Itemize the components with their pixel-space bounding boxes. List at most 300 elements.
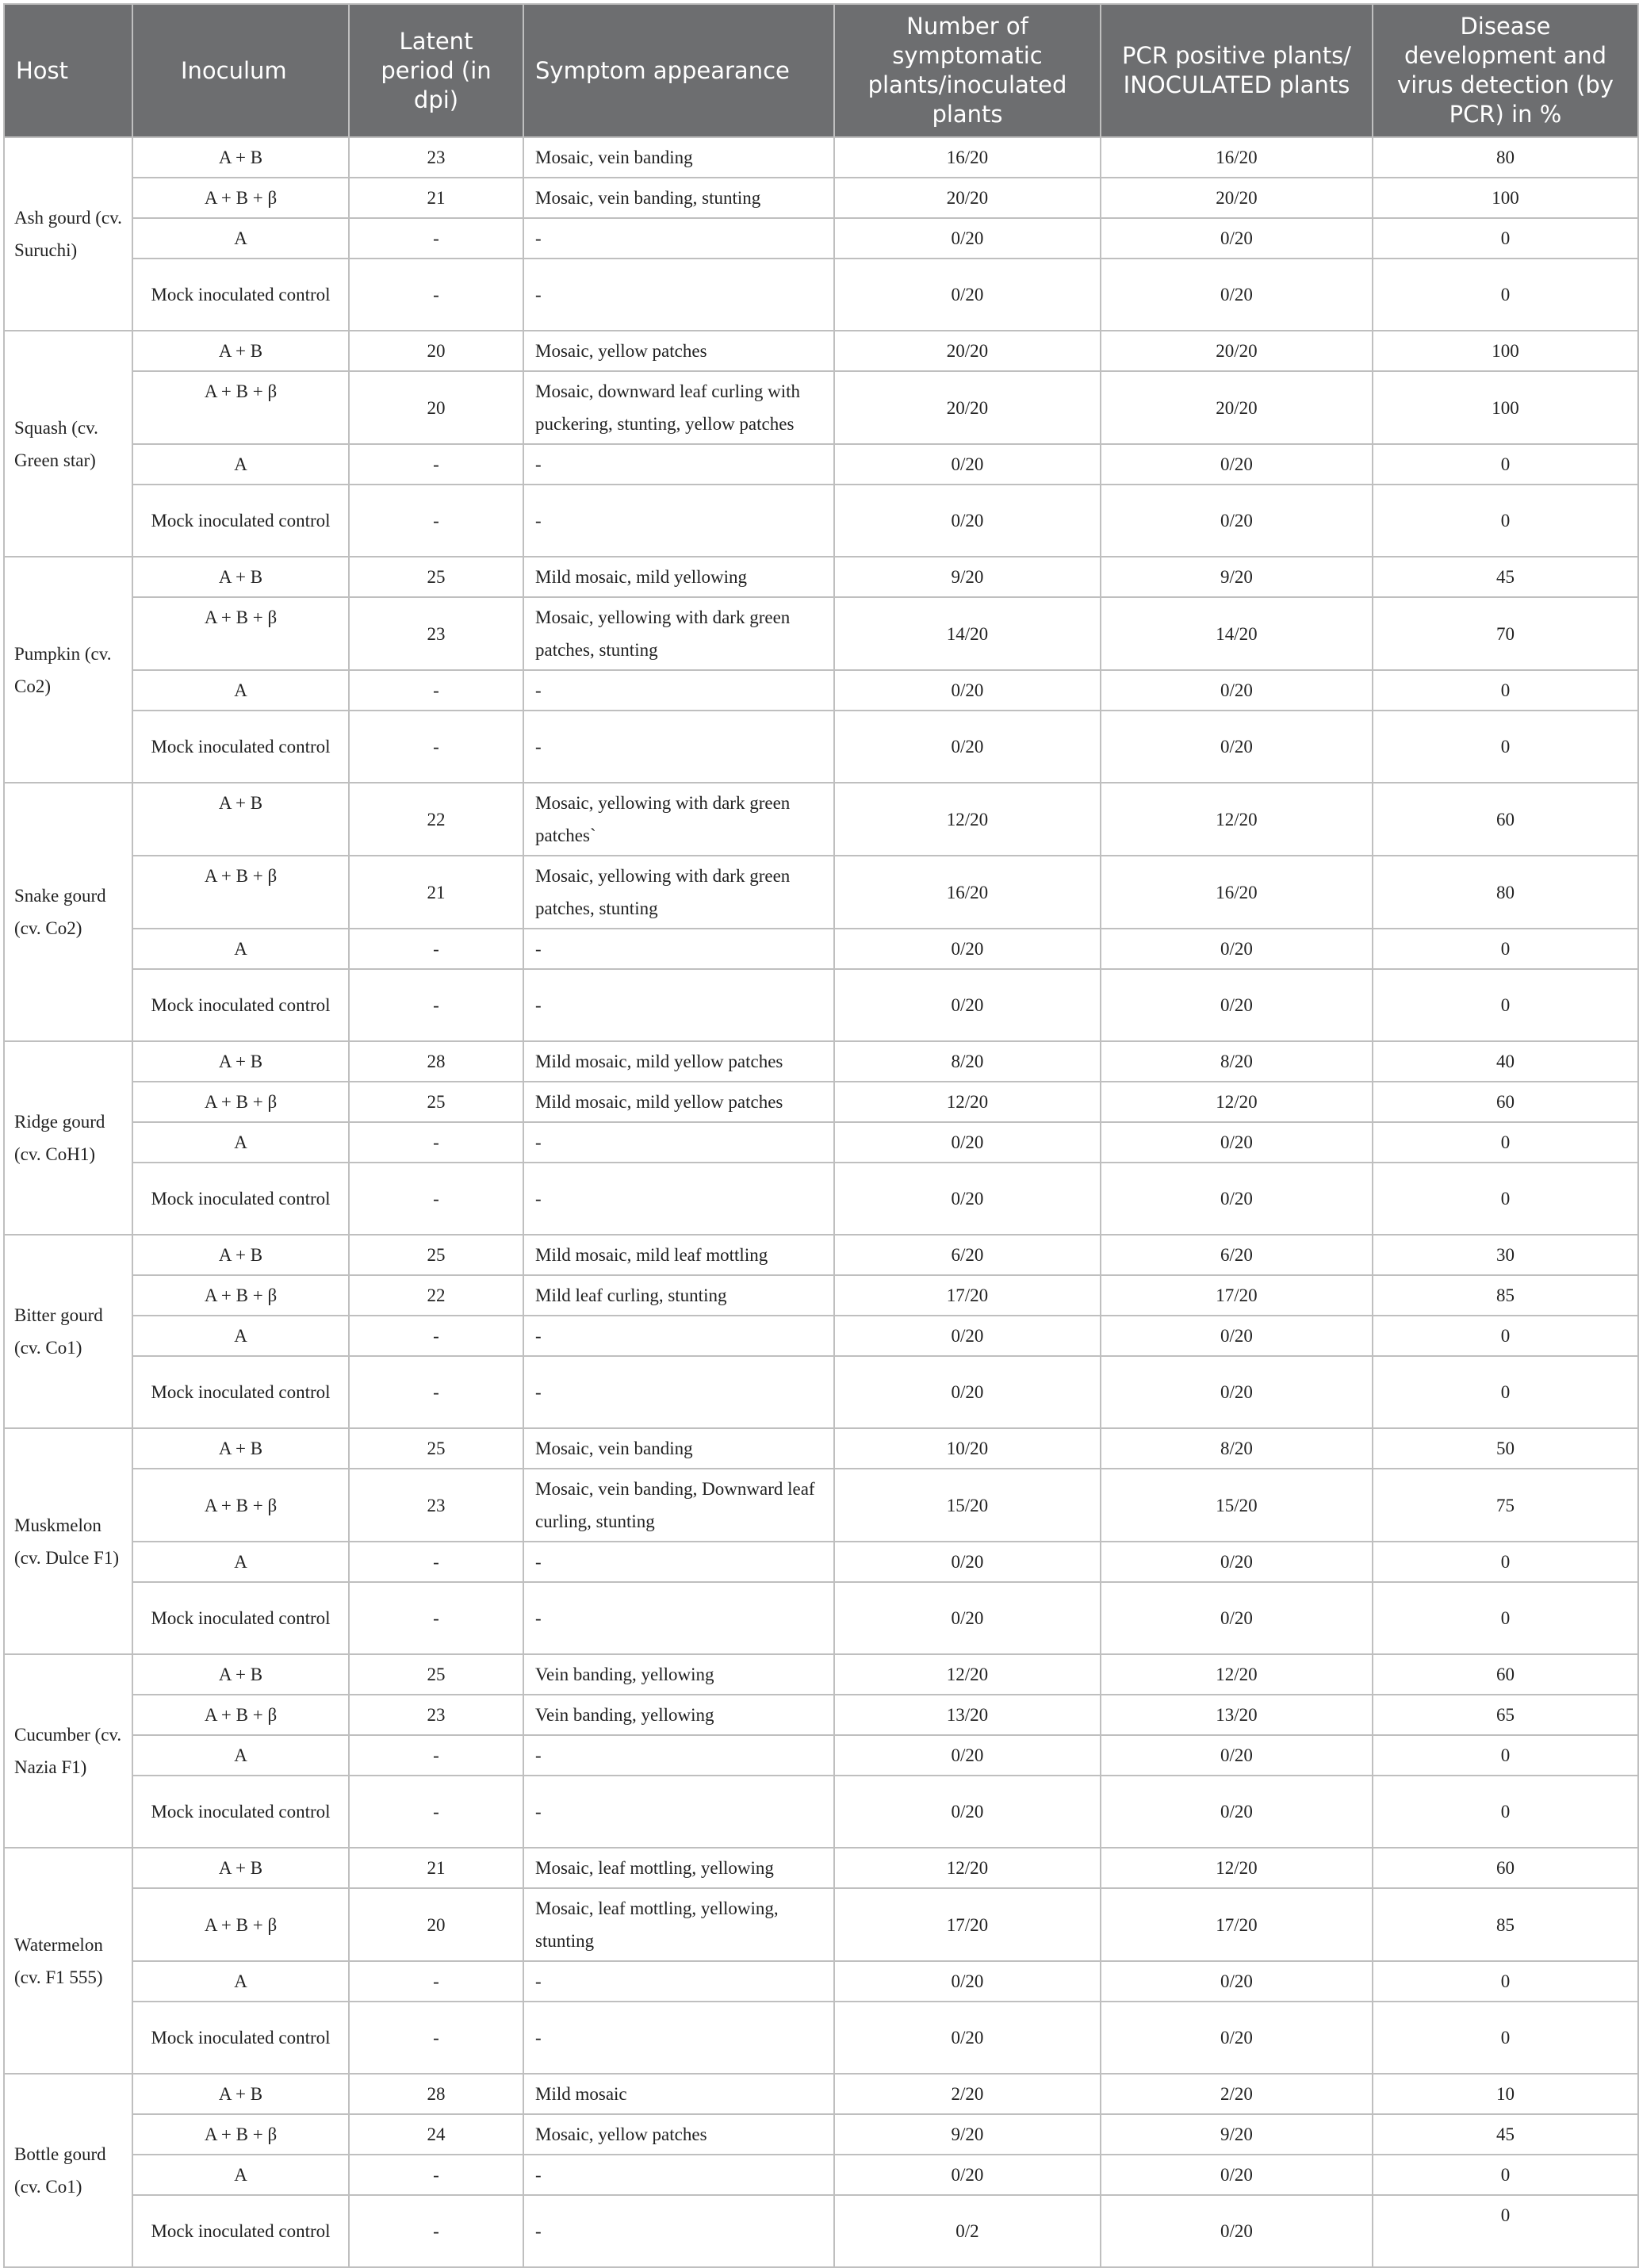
- symptomatic-count-cell: 0/20: [834, 969, 1101, 1041]
- inoculum-cell: A + B + β: [132, 1082, 349, 1122]
- inoculum-cell: A: [132, 1961, 349, 2002]
- disease-percent-cell: 0: [1373, 670, 1638, 711]
- symptomatic-count-cell: 0/20: [834, 1961, 1101, 2002]
- disease-percent-cell: 0: [1373, 1961, 1638, 2002]
- symptomatic-count-cell: 20/20: [834, 331, 1101, 371]
- symptomatic-count-cell: 0/20: [834, 1356, 1101, 1428]
- symptom-cell: -: [523, 1961, 834, 2002]
- latent-period-cell: -: [349, 1122, 523, 1163]
- table-row: [4, 783, 1638, 856]
- table-row: [4, 371, 1638, 444]
- pcr-positive-cell: 0/20: [1101, 929, 1373, 969]
- disease-percent-cell: 0: [1373, 1122, 1638, 1163]
- symptom-cell: -: [523, 1316, 834, 1356]
- symptom-cell: Mosaic, yellow patches: [523, 331, 834, 371]
- symptomatic-count-cell: 0/2: [834, 2195, 1101, 2267]
- symptom-cell: -: [523, 2195, 834, 2267]
- symptomatic-count-cell: 17/20: [834, 1275, 1101, 1316]
- table-row: [4, 331, 1638, 371]
- table-row: [4, 259, 1638, 331]
- disease-percent-cell: 60: [1373, 1848, 1638, 1888]
- host-cell: Bitter gourd (cv. Co1): [4, 1235, 132, 1428]
- pcr-positive-cell: 20/20: [1101, 331, 1373, 371]
- disease-percent-cell: 80: [1373, 137, 1638, 178]
- header-disease-development: Disease development and virus detection (by PCR) in %: [1373, 4, 1638, 137]
- latent-period-cell: -: [349, 1163, 523, 1235]
- symptom-cell: Mosaic, leaf mottling, yellowing, stunting: [523, 1888, 834, 1961]
- latent-period-cell: 25: [349, 1428, 523, 1469]
- disease-percent-cell: 85: [1373, 1888, 1638, 1961]
- table-row: [4, 2074, 1638, 2114]
- latent-period-cell: 25: [349, 1654, 523, 1695]
- symptom-cell: -: [523, 485, 834, 557]
- host-cell: Pumpkin (cv. Co2): [4, 557, 132, 783]
- table-row: [4, 1469, 1638, 1542]
- pcr-positive-cell: 0/20: [1101, 259, 1373, 331]
- latent-period-cell: -: [349, 1356, 523, 1428]
- disease-percent-cell: 10: [1373, 2074, 1638, 2114]
- symptom-cell: Mosaic, vein banding: [523, 1428, 834, 1469]
- symptom-cell: Mild mosaic, mild leaf mottling: [523, 1235, 834, 1275]
- latent-period-cell: 21: [349, 1848, 523, 1888]
- pcr-positive-cell: 0/20: [1101, 1961, 1373, 2002]
- latent-period-cell: 22: [349, 783, 523, 856]
- disease-percent-cell: 0: [1373, 1356, 1638, 1428]
- latent-period-cell: -: [349, 485, 523, 557]
- table-row: [4, 485, 1638, 557]
- inoculum-cell: A: [132, 444, 349, 485]
- host-cell: Snake gourd (cv. Co2): [4, 783, 132, 1041]
- symptom-cell: Mosaic, vein banding, Downward leaf curling, stunting: [523, 1469, 834, 1542]
- latent-period-cell: -: [349, 444, 523, 485]
- symptomatic-count-cell: 0/20: [834, 670, 1101, 711]
- table-row: [4, 1848, 1638, 1888]
- disease-percent-cell: 85: [1373, 1275, 1638, 1316]
- table-row: [4, 178, 1638, 218]
- latent-period-cell: 28: [349, 1041, 523, 1082]
- host-cell: Cucumber (cv. Nazia F1): [4, 1654, 132, 1848]
- symptomatic-count-cell: 9/20: [834, 2114, 1101, 2155]
- symptomatic-count-cell: 0/20: [834, 1582, 1101, 1654]
- table-row: [4, 2195, 1638, 2267]
- inoculum-cell: Mock inoculated control: [132, 259, 349, 331]
- inoculum-cell: A + B + β: [132, 1469, 349, 1542]
- latent-period-cell: 21: [349, 178, 523, 218]
- table-body: [4, 137, 1638, 2267]
- pcr-positive-cell: 17/20: [1101, 1888, 1373, 1961]
- inoculum-cell: A: [132, 670, 349, 711]
- symptomatic-count-cell: 10/20: [834, 1428, 1101, 1469]
- inoculum-cell: A: [132, 1735, 349, 1776]
- disease-percent-cell: 0: [1373, 1776, 1638, 1848]
- latent-period-cell: 23: [349, 1695, 523, 1735]
- latent-period-cell: 21: [349, 856, 523, 929]
- disease-percent-cell: 70: [1373, 597, 1638, 670]
- symptomatic-count-cell: 16/20: [834, 856, 1101, 929]
- inoculum-cell: A + B: [132, 783, 349, 856]
- symptomatic-count-cell: 8/20: [834, 1041, 1101, 1082]
- disease-percent-cell: 30: [1373, 1235, 1638, 1275]
- symptomatic-count-cell: 13/20: [834, 1695, 1101, 1735]
- disease-percent-cell: 100: [1373, 331, 1638, 371]
- table-row: [4, 1275, 1638, 1316]
- symptom-cell: Mild mosaic, mild yellow patches: [523, 1082, 834, 1122]
- disease-percent-cell: 50: [1373, 1428, 1638, 1469]
- symptomatic-count-cell: 0/20: [834, 1735, 1101, 1776]
- symptom-cell: Mild mosaic, mild yellowing: [523, 557, 834, 597]
- disease-percent-cell: 0: [1373, 1542, 1638, 1582]
- symptomatic-count-cell: 15/20: [834, 1469, 1101, 1542]
- table-row: [4, 2002, 1638, 2074]
- pcr-positive-cell: 12/20: [1101, 1082, 1373, 1122]
- symptom-cell: Mosaic, yellow patches: [523, 2114, 834, 2155]
- latent-period-cell: -: [349, 2002, 523, 2074]
- symptom-cell: Mosaic, vein banding, stunting: [523, 178, 834, 218]
- table-row: [4, 856, 1638, 929]
- disease-percent-cell: 0: [1373, 485, 1638, 557]
- table-row: [4, 2155, 1638, 2195]
- disease-percent-cell: 0: [1373, 969, 1638, 1041]
- symptom-cell: -: [523, 1122, 834, 1163]
- disease-percent-cell: 0: [1373, 2002, 1638, 2074]
- symptomatic-count-cell: 0/20: [834, 929, 1101, 969]
- table-row: [4, 2114, 1638, 2155]
- pcr-positive-cell: 9/20: [1101, 557, 1373, 597]
- inoculum-cell: A + B + β: [132, 597, 349, 670]
- table-row: [4, 1542, 1638, 1582]
- symptom-cell: -: [523, 711, 834, 783]
- latent-period-cell: -: [349, 2195, 523, 2267]
- inoculum-cell: A + B: [132, 331, 349, 371]
- table-header: [4, 4, 1638, 137]
- pcr-positive-cell: 15/20: [1101, 1469, 1373, 1542]
- symptom-cell: -: [523, 218, 834, 259]
- pcr-positive-cell: 0/20: [1101, 1582, 1373, 1654]
- disease-percent-cell: 0: [1373, 1735, 1638, 1776]
- symptomatic-count-cell: 12/20: [834, 1848, 1101, 1888]
- pcr-positive-cell: 2/20: [1101, 2074, 1373, 2114]
- symptomatic-count-cell: 0/20: [834, 485, 1101, 557]
- symptomatic-count-cell: 20/20: [834, 178, 1101, 218]
- latent-period-cell: 28: [349, 2074, 523, 2114]
- inoculum-cell: Mock inoculated control: [132, 485, 349, 557]
- symptomatic-count-cell: 16/20: [834, 137, 1101, 178]
- inoculum-cell: A: [132, 218, 349, 259]
- pcr-positive-cell: 9/20: [1101, 2114, 1373, 2155]
- disease-percent-cell: 75: [1373, 1469, 1638, 1542]
- inoculum-cell: A: [132, 2155, 349, 2195]
- pcr-positive-cell: 0/20: [1101, 2155, 1373, 2195]
- latent-period-cell: 25: [349, 1082, 523, 1122]
- pcr-positive-cell: 0/20: [1101, 1542, 1373, 1582]
- disease-percent-cell: 65: [1373, 1695, 1638, 1735]
- symptom-cell: Mosaic, yellowing with dark green patches, stunting: [523, 856, 834, 929]
- latent-period-cell: -: [349, 218, 523, 259]
- disease-percent-cell: 0: [1373, 711, 1638, 783]
- table-row: [4, 1163, 1638, 1235]
- pcr-positive-cell: 0/20: [1101, 444, 1373, 485]
- symptom-cell: -: [523, 1735, 834, 1776]
- latent-period-cell: -: [349, 1582, 523, 1654]
- latent-period-cell: 23: [349, 597, 523, 670]
- header-inoculum: Inoculum: [132, 4, 349, 137]
- inoculation-results-table: [3, 3, 1639, 2268]
- symptomatic-count-cell: 14/20: [834, 597, 1101, 670]
- pcr-positive-cell: 0/20: [1101, 2195, 1373, 2267]
- pcr-positive-cell: 0/20: [1101, 2002, 1373, 2074]
- host-cell: Ridge gourd (cv. CoH1): [4, 1041, 132, 1235]
- symptomatic-count-cell: 0/20: [834, 1316, 1101, 1356]
- inoculum-cell: A + B + β: [132, 1275, 349, 1316]
- symptom-cell: -: [523, 2002, 834, 2074]
- latent-period-cell: -: [349, 1776, 523, 1848]
- disease-percent-cell: 45: [1373, 2114, 1638, 2155]
- header-symptom-appearance: Symptom appearance: [523, 4, 834, 137]
- latent-period-cell: 24: [349, 2114, 523, 2155]
- symptomatic-count-cell: 9/20: [834, 557, 1101, 597]
- table-row: [4, 1316, 1638, 1356]
- table-row: [4, 1356, 1638, 1428]
- pcr-positive-cell: 0/20: [1101, 711, 1373, 783]
- table-row: [4, 557, 1638, 597]
- header-latent-period: Latent period (in dpi): [349, 4, 523, 137]
- disease-percent-cell: 60: [1373, 1082, 1638, 1122]
- disease-percent-cell: 0: [1373, 444, 1638, 485]
- disease-percent-cell: 0: [1373, 218, 1638, 259]
- symptomatic-count-cell: 0/20: [834, 2002, 1101, 2074]
- latent-period-cell: -: [349, 2155, 523, 2195]
- table-row: [4, 929, 1638, 969]
- pcr-positive-cell: 8/20: [1101, 1041, 1373, 1082]
- inoculum-cell: A + B + β: [132, 1695, 349, 1735]
- inoculum-cell: A: [132, 1542, 349, 1582]
- inoculum-cell: Mock inoculated control: [132, 711, 349, 783]
- symptom-cell: Vein banding, yellowing: [523, 1695, 834, 1735]
- symptomatic-count-cell: 0/20: [834, 1776, 1101, 1848]
- pcr-positive-cell: 12/20: [1101, 1654, 1373, 1695]
- latent-period-cell: -: [349, 1735, 523, 1776]
- table-row: [4, 1888, 1638, 1961]
- disease-percent-cell: 0: [1373, 1582, 1638, 1654]
- symptom-cell: Mild mosaic, mild yellow patches: [523, 1041, 834, 1082]
- pcr-positive-cell: 0/20: [1101, 1735, 1373, 1776]
- table-row: [4, 137, 1638, 178]
- latent-period-cell: -: [349, 711, 523, 783]
- disease-percent-cell: 60: [1373, 1654, 1638, 1695]
- latent-period-cell: 25: [349, 1235, 523, 1275]
- latent-period-cell: -: [349, 929, 523, 969]
- symptom-cell: -: [523, 1542, 834, 1582]
- header-symptomatic-plants: Number of symptomatic plants/inoculated plants: [834, 4, 1101, 137]
- inoculum-cell: A + B + β: [132, 1888, 349, 1961]
- symptomatic-count-cell: 0/20: [834, 444, 1101, 485]
- inoculum-cell: Mock inoculated control: [132, 2195, 349, 2267]
- latent-period-cell: -: [349, 1542, 523, 1582]
- symptomatic-count-cell: 0/20: [834, 1122, 1101, 1163]
- symptom-cell: Mild mosaic: [523, 2074, 834, 2114]
- pcr-positive-cell: 6/20: [1101, 1235, 1373, 1275]
- symptomatic-count-cell: 12/20: [834, 1654, 1101, 1695]
- inoculum-cell: A + B + β: [132, 856, 349, 929]
- table-row: [4, 1428, 1638, 1469]
- table-row: [4, 1041, 1638, 1082]
- pcr-positive-cell: 12/20: [1101, 1848, 1373, 1888]
- symptom-cell: Mosaic, yellowing with dark green patches`: [523, 783, 834, 856]
- inoculum-cell: Mock inoculated control: [132, 1776, 349, 1848]
- latent-period-cell: -: [349, 259, 523, 331]
- symptom-cell: -: [523, 969, 834, 1041]
- pcr-positive-cell: 0/20: [1101, 218, 1373, 259]
- inoculum-cell: A + B + β: [132, 371, 349, 444]
- pcr-positive-cell: 13/20: [1101, 1695, 1373, 1735]
- disease-percent-cell: 0: [1373, 2195, 1638, 2267]
- inoculum-cell: Mock inoculated control: [132, 1163, 349, 1235]
- symptom-cell: -: [523, 259, 834, 331]
- table-row: [4, 1654, 1638, 1695]
- symptom-cell: -: [523, 1776, 834, 1848]
- inoculum-cell: A + B: [132, 1654, 349, 1695]
- disease-percent-cell: 0: [1373, 929, 1638, 969]
- latent-period-cell: 25: [349, 557, 523, 597]
- symptom-cell: -: [523, 670, 834, 711]
- inoculum-cell: A + B: [132, 137, 349, 178]
- inoculum-cell: A + B: [132, 1235, 349, 1275]
- table-row: [4, 1961, 1638, 2002]
- pcr-positive-cell: 12/20: [1101, 783, 1373, 856]
- disease-percent-cell: 0: [1373, 1316, 1638, 1356]
- pcr-positive-cell: 0/20: [1101, 1316, 1373, 1356]
- symptom-cell: Mosaic, vein banding: [523, 137, 834, 178]
- header-host: Host: [4, 4, 132, 137]
- symptomatic-count-cell: 17/20: [834, 1888, 1101, 1961]
- symptomatic-count-cell: 0/20: [834, 1163, 1101, 1235]
- inoculum-cell: A + B + β: [132, 178, 349, 218]
- disease-percent-cell: 100: [1373, 178, 1638, 218]
- symptomatic-count-cell: 0/20: [834, 259, 1101, 331]
- symptom-cell: -: [523, 444, 834, 485]
- host-cell: Bottle gourd (cv. Co1): [4, 2074, 132, 2267]
- pcr-positive-cell: 0/20: [1101, 1122, 1373, 1163]
- host-cell: Squash (cv. Green star): [4, 331, 132, 557]
- symptom-cell: -: [523, 1582, 834, 1654]
- table-row: [4, 1122, 1638, 1163]
- latent-period-cell: 23: [349, 1469, 523, 1542]
- table-row: [4, 969, 1638, 1041]
- table-row: [4, 1776, 1638, 1848]
- latent-period-cell: -: [349, 969, 523, 1041]
- pcr-positive-cell: 20/20: [1101, 178, 1373, 218]
- symptomatic-count-cell: 12/20: [834, 1082, 1101, 1122]
- pcr-positive-cell: 14/20: [1101, 597, 1373, 670]
- latent-period-cell: 20: [349, 1888, 523, 1961]
- inoculum-cell: A + B: [132, 2074, 349, 2114]
- pcr-positive-cell: 0/20: [1101, 969, 1373, 1041]
- latent-period-cell: -: [349, 1316, 523, 1356]
- inoculum-cell: A + B: [132, 1041, 349, 1082]
- inoculum-cell: A + B: [132, 1848, 349, 1888]
- disease-percent-cell: 45: [1373, 557, 1638, 597]
- symptom-cell: Mosaic, downward leaf curling with puckering, stunting, yellow patches: [523, 371, 834, 444]
- latent-period-cell: 20: [349, 371, 523, 444]
- inoculum-cell: A + B + β: [132, 2114, 349, 2155]
- table-row: [4, 1582, 1638, 1654]
- inoculum-cell: Mock inoculated control: [132, 1356, 349, 1428]
- table-row: [4, 670, 1638, 711]
- pcr-positive-cell: 20/20: [1101, 371, 1373, 444]
- latent-period-cell: 20: [349, 331, 523, 371]
- inoculum-cell: A: [132, 1122, 349, 1163]
- header-row: [4, 4, 1638, 137]
- pcr-positive-cell: 8/20: [1101, 1428, 1373, 1469]
- symptom-cell: Mosaic, leaf mottling, yellowing: [523, 1848, 834, 1888]
- pcr-positive-cell: 16/20: [1101, 137, 1373, 178]
- symptom-cell: -: [523, 1356, 834, 1428]
- symptomatic-count-cell: 12/20: [834, 783, 1101, 856]
- disease-percent-cell: 40: [1373, 1041, 1638, 1082]
- table-row: [4, 1082, 1638, 1122]
- inoculum-cell: A: [132, 1316, 349, 1356]
- symptomatic-count-cell: 6/20: [834, 1235, 1101, 1275]
- symptomatic-count-cell: 20/20: [834, 371, 1101, 444]
- disease-percent-cell: 100: [1373, 371, 1638, 444]
- table-row: [4, 597, 1638, 670]
- header-pcr-positive: PCR positive plants/ INOCULATED plants: [1101, 4, 1373, 137]
- disease-percent-cell: 0: [1373, 1163, 1638, 1235]
- inoculum-cell: A + B: [132, 557, 349, 597]
- table-container: [3, 3, 1637, 2268]
- symptom-cell: -: [523, 1163, 834, 1235]
- disease-percent-cell: 0: [1373, 2155, 1638, 2195]
- host-cell: Watermelon (cv. F1 555): [4, 1848, 132, 2074]
- symptom-cell: -: [523, 2155, 834, 2195]
- pcr-positive-cell: 17/20: [1101, 1275, 1373, 1316]
- symptom-cell: Mosaic, yellowing with dark green patches, stunting: [523, 597, 834, 670]
- table-row: [4, 444, 1638, 485]
- inoculum-cell: Mock inoculated control: [132, 2002, 349, 2074]
- pcr-positive-cell: 0/20: [1101, 1356, 1373, 1428]
- pcr-positive-cell: 0/20: [1101, 670, 1373, 711]
- latent-period-cell: 22: [349, 1275, 523, 1316]
- symptomatic-count-cell: 0/20: [834, 1542, 1101, 1582]
- disease-percent-cell: 80: [1373, 856, 1638, 929]
- disease-percent-cell: 60: [1373, 783, 1638, 856]
- symptomatic-count-cell: 2/20: [834, 2074, 1101, 2114]
- symptom-cell: Mild leaf curling, stunting: [523, 1275, 834, 1316]
- table-row: [4, 711, 1638, 783]
- host-cell: Ash gourd (cv. Suruchi): [4, 137, 132, 331]
- pcr-positive-cell: 0/20: [1101, 485, 1373, 557]
- inoculum-cell: A + B: [132, 1428, 349, 1469]
- disease-percent-cell: 0: [1373, 259, 1638, 331]
- host-cell: Muskmelon (cv. Dulce F1): [4, 1428, 132, 1654]
- symptomatic-count-cell: 0/20: [834, 218, 1101, 259]
- pcr-positive-cell: 0/20: [1101, 1163, 1373, 1235]
- inoculum-cell: Mock inoculated control: [132, 969, 349, 1041]
- symptom-cell: -: [523, 929, 834, 969]
- symptom-cell: Vein banding, yellowing: [523, 1654, 834, 1695]
- pcr-positive-cell: 0/20: [1101, 1776, 1373, 1848]
- latent-period-cell: 23: [349, 137, 523, 178]
- latent-period-cell: -: [349, 670, 523, 711]
- symptomatic-count-cell: 0/20: [834, 711, 1101, 783]
- symptomatic-count-cell: 0/20: [834, 2155, 1101, 2195]
- pcr-positive-cell: 16/20: [1101, 856, 1373, 929]
- table-row: [4, 1235, 1638, 1275]
- latent-period-cell: -: [349, 1961, 523, 2002]
- inoculum-cell: A: [132, 929, 349, 969]
- inoculum-cell: Mock inoculated control: [132, 1582, 349, 1654]
- table-row: [4, 1695, 1638, 1735]
